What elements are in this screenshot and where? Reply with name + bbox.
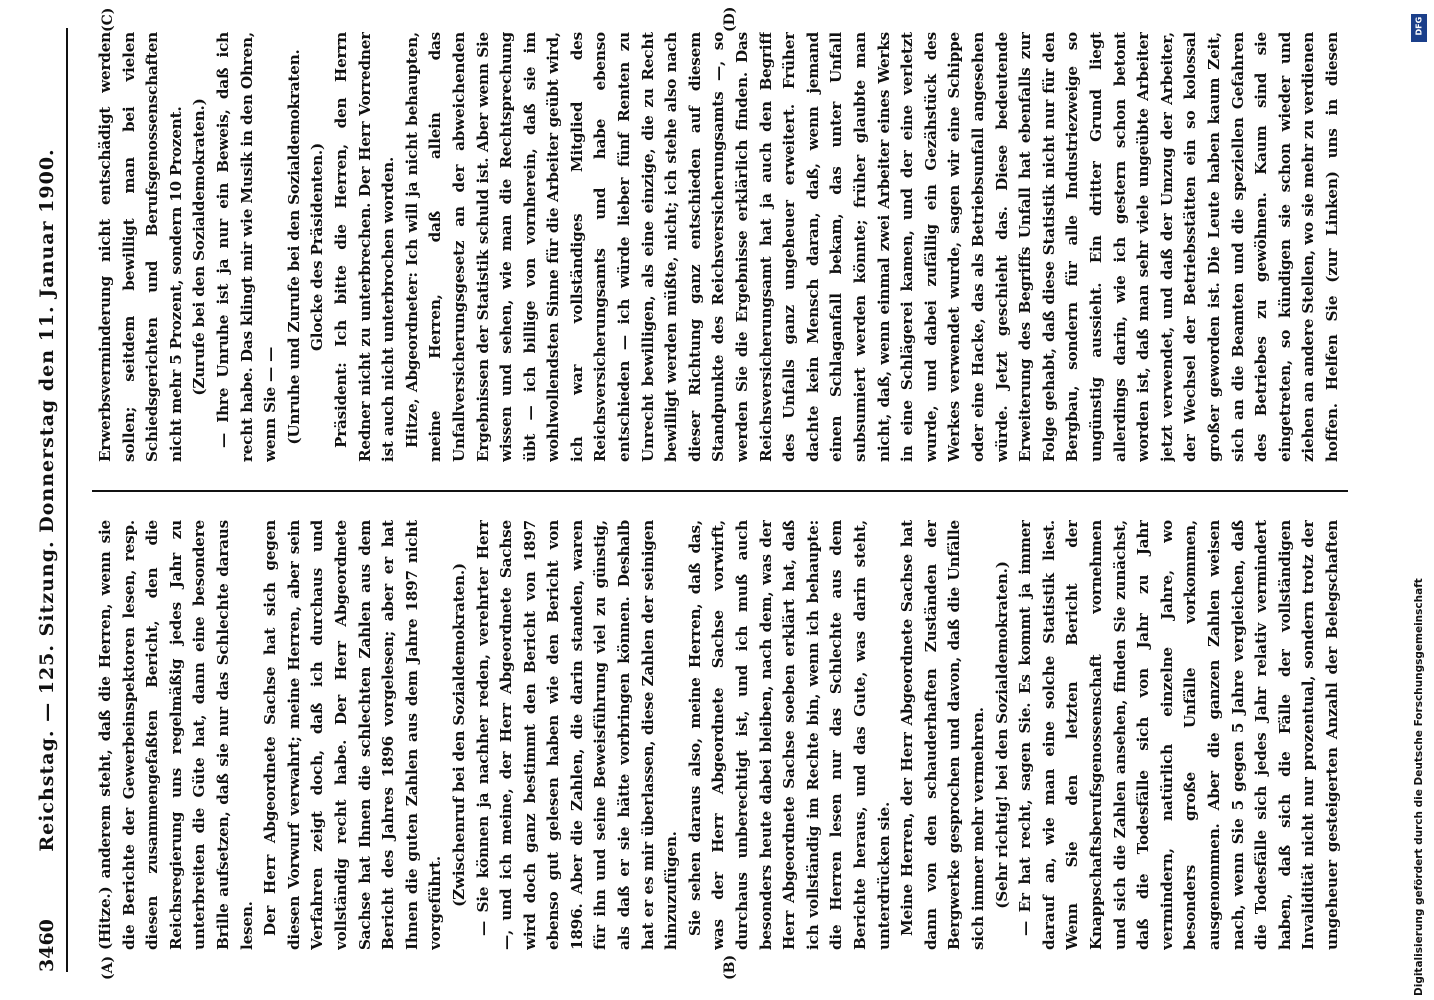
paragraph: Der Herr Abgeordnete Sachse hat sich gegen diesen Vorwurf verwahrt; meine Herren, aber sein Verfahren zeigt doch, daß ich durchaus und vollständig recht habe. Der Herr Abgeordnete Sachse hat Ihnen die schlechten Zahlen aus dem Bericht des Jahres 1896 vorgelesen; aber er hat Ihnen die guten Zahlen aus dem Jahre 1897 nicht vorgeführt. [261, 520, 445, 950]
credit-text: Digitalisierung gefördert durch die Deutsche Forschungsgemeinschaft [1413, 578, 1425, 996]
paragraph: — Sie können ja nachher reden, verehrter Herr —, und ich meine, der Herr Abgeordnete Sachse wird doch ganz bestimmt den Bericht von 1897 ebenso gut gelesen haben wie den Bericht von 1896. Aber die Zahlen, die darin standen, waren für ihn und seine Beweisführung viel zu günstig, als daß er sie hätte vorbringen können. Deshalb hat er es mir überlassen, diese Zahlen der seinigen hinzuzufügen. [473, 520, 681, 950]
column-divider [92, 490, 1348, 492]
speaker-paragraph: Hitze, Abgeordneter: Ich will ja nicht behaupten, meine Herren, daß allein das Unfallversicherungsgesetz an der abweichenden Ergebnissen der Statistik schuld ist. Aber wenn Sie wissen und sehen, wie man die Rechtsprechung übt — ich billige von vornherein, daß sie im wohlwollendsten Sinne für die Arbeiter geübt wird, ich war vollständiges Mitglied des Reichsversicherungsamts und habe ebenso entschieden — ich würde lieber fünf Renten zu Unrecht bewilligen, als eine einzige, die zu Recht bewilligt werden müßte, nicht; ich stehe also nach dieser Richtung ganz entschieden auf diesem Standpunkte des Reichsversicherungsamts —, so werden Sie die Ergebnisse erklärlich finden. Das Reichsversicherungsamt hat ja auch den Begriff des Unfalls ganz ungeheuer erweitert. Früher dachte kein Mensch daran, daß, wenn jemand einen Schlaganfall bekam, das unter Unfall subsumiert werden könnte; früher glaubte man nicht, daß, wenn einmal zwei Arbeiter eines Werks in eine Schlägerei kamen, und der eine verletzt wurde, und dabei zufällig ein Gezähstück des Werkes verwendet wurde, sagen wir eine Schippe oder eine Hacke, das als Betriebsunfall angesehen würde. Jetzt geschieht das. Diese bedeutende Erweiterung des Begriffs Unfall hat ebenfalls zur Folge gehabt, daß diese Statistik nicht nur für den Bergbau, sondern für alle Industriezweige so ungünstig aussieht. Ein dritter Grund liegt allerdings darin, wie ich gestern schon betont worden ist, daß man sehr viele ungeübte Arbeiter jetzt verwendet, und daß der Umzug der Arbeiter, der Wechsel der Betriebsstätten ein so kolossal großer geworden ist. Die Leute haben kaum Zeit, sich an die Beamten und die speziellen Gefahren des Betriebes zu gewöhnen. Kaum sind sie eingetreten, so kündigen sie schon wieder und ziehen an andere Stellen, wo sie mehr zu verdienen hoffen. Helfen Sie (zur Linken) uns in diesen [402, 32, 1341, 462]
paragraph: Meine Herren, der Herr Abgeordnete Sachse hat dann von den schauderhaften Zuständen der Bergwerke gesprochen und davon, daß die Unfälle sich immer mehr vermehren. [898, 520, 987, 950]
margin-marker-d: (D) [722, 6, 738, 32]
interjection: (Zurufe bei den Sozialdemokraten.) [190, 98, 209, 396]
page-title: Reichstag. — 125. Sitzung. Donnerstag den 11. Januar 1900. [36, 148, 58, 852]
dfg-logo-icon [1411, 14, 1427, 42]
paragraph: (Hitze.) anderem steht, daß die Herren, wenn sie die Berichte der Gewerbeinspektoren lesen, resp. diesen zusammengefaßten Bericht, den die Reichsregierung uns regelmäßig jedes Jahr zu unterbreiten die Güte hat, dann eine besondere Brille aufsetzen, daß sie nur das Schlechte daraus lesen. [96, 520, 256, 950]
dfg-logo-text: DFG [1414, 16, 1424, 36]
paragraph: — Er hat recht, sagen Sie. Es kommt ja immer darauf an, wie man eine solche Statistik liest. Wenn Sie den letzten Bericht der Knappschaftsberufsgenossenschaft vornehmen und sich die Zahlen ansehen, finden Sie zunächst, daß die Todesfälle sich von Jahr zu Jahr vermindern, natürlich einzelne Jahre, wo besonders große Unfälle vorkommen, ausgenommen. Aber die ganzen Zahlen weisen nach, wenn Sie 5 gegen 5 Jahre vergleichen, daß die Todesfälle sich jedes Jahr relativ vermindert haben, daß sich die Fälle der vollständigen Invalidität nicht nur prozentual, sondern trotz der ungeheuer gesteigerten Anzahl der Belegschaften [1016, 520, 1341, 950]
margin-marker-c: (C) [100, 7, 116, 32]
left-text-column [94, 520, 1344, 950]
page-header [26, 28, 68, 972]
paragraph: Sie sehen daraus also, meine Herren, daß das, was der Herr Abgeordnete Sachse vorwirft, durchaus unberechtigt ist, und ich muß auch besonders heute dabei bleiben, nach dem, was der Herr Abgeordnete Sachse soeben erklärt hat, daß ich vollständig im Rechte bin, wenn ich behaupte: die Herren lesen nur das Schlechte aus dem Berichte heraus, und das Gute, was darin steht, unterdrücken sie. [685, 520, 893, 950]
margin-marker-b: (B) [722, 954, 738, 980]
paragraph: — Ihre Unruhe ist ja nur ein Beweis, daß ich recht habe. Das klingt mir wie Musik in den Ohren, wenn Sie — — [213, 32, 280, 462]
page-number: 3460 [36, 919, 58, 972]
digitization-credit [1410, 6, 1428, 996]
interjection: (Sehr richtig! bei den Sozialdemokraten.) [992, 561, 1011, 909]
president-remark: Präsident: Ich bitte die Herren, den Herrn Redner nicht zu unterbrechen. Der Herr Vorredner ist auch nicht unterbrochen worden. [331, 32, 398, 462]
margin-marker-a: (A) [100, 955, 116, 980]
right-text-column [94, 32, 1344, 462]
interjection: (Unruhe und Zurufe bei den Sozialdemokraten. Glocke des Präsidenten.) [284, 49, 327, 445]
paragraph: Erwerbsverminderung nicht entschädigt werden sollen; seitdem bewilligt man bei vielen Schiedsgerichten und Berufsgenossenschaften nicht mehr 5 Prozent, sondern 10 Prozent. [96, 32, 185, 462]
interjection: (Zwischenruf bei den Sozialdemokraten.) [449, 563, 468, 907]
